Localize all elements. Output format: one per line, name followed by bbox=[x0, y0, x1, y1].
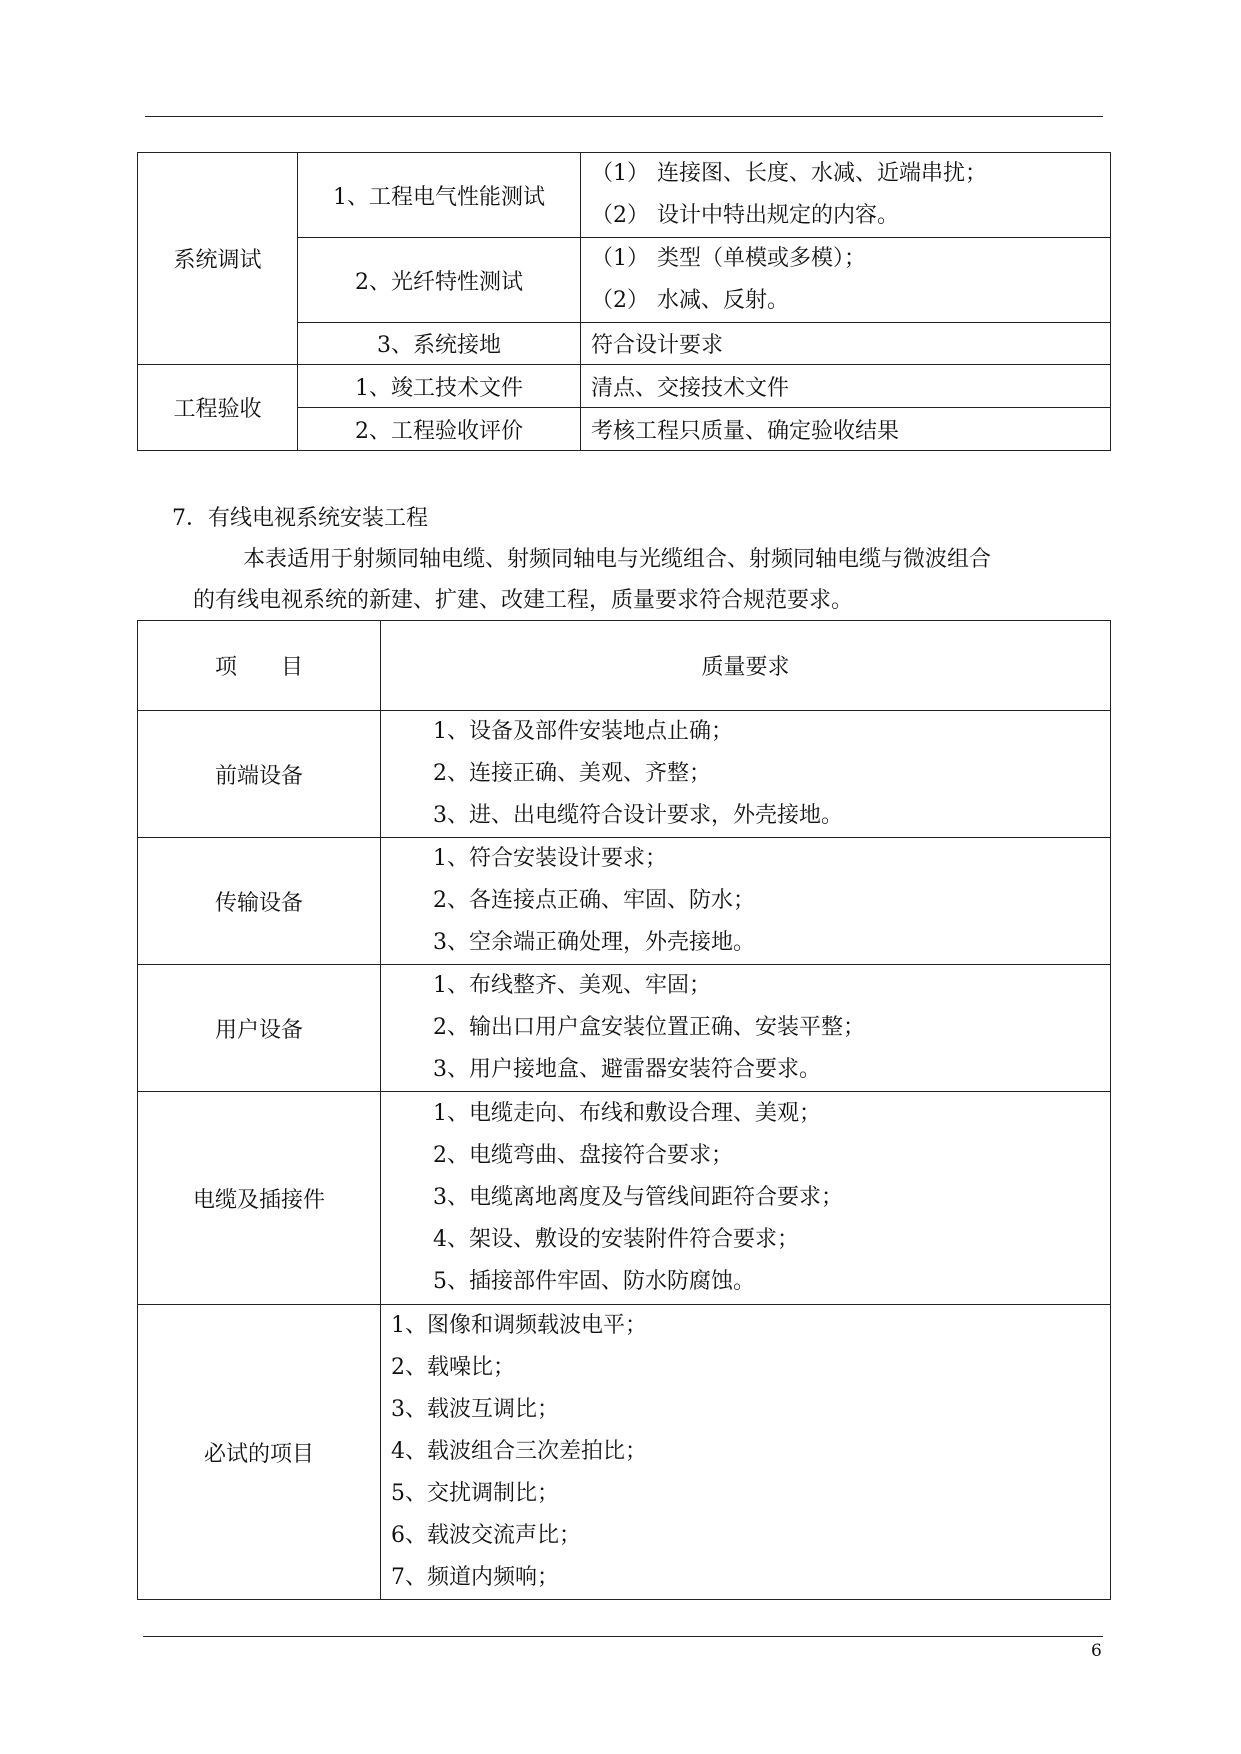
item-cell: 1、工程电气性能测试 bbox=[298, 153, 581, 238]
requirement-cell bbox=[381, 838, 1111, 965]
requirement-cell bbox=[381, 965, 1111, 1092]
requirement-line: 1、设备及部件安装地点止确； bbox=[433, 719, 733, 744]
requirement-line: 4、架设、敷设的安装附件符合要求； bbox=[433, 1227, 799, 1252]
page-number: 6 bbox=[1091, 1641, 1102, 1661]
requirement-line: 1、符合安装设计要求； bbox=[433, 846, 667, 871]
requirement-line: 2、电缆弯曲、盘接符合要求； bbox=[433, 1143, 733, 1168]
requirement-line: 2、连接正确、美观、齐整； bbox=[433, 761, 711, 786]
requirement-line: 3、用户接地盒、避雷器安装符合要求。 bbox=[433, 1057, 821, 1082]
requirement-line: 4、载波组合三次差拍比； bbox=[391, 1439, 647, 1464]
category-cell: 前端设备 bbox=[138, 711, 381, 838]
requirement-line: 3、空余端正确处理，外壳接地。 bbox=[433, 930, 755, 955]
section-paragraph-line: 本表适用于射频同轴电缆、射频同轴电与光缆组合、射频同轴电缆与微波组合 bbox=[243, 547, 992, 572]
category-cell: 工程验收 bbox=[138, 365, 298, 451]
requirement-line: （1） 连接图、长度、水减、近端串扰； bbox=[591, 161, 988, 186]
item-cell: 3、系统接地 bbox=[298, 323, 581, 365]
requirement-line: 7、频道内频响； bbox=[391, 1565, 559, 1590]
acceptance-table bbox=[137, 152, 1111, 451]
category-cell: 电缆及插接件 bbox=[138, 1092, 381, 1305]
requirement-line: （2） 设计中特出规定的内容。 bbox=[591, 203, 900, 228]
category-cell: 系统调试 bbox=[138, 153, 298, 365]
category-cell: 传输设备 bbox=[138, 838, 381, 965]
requirement-line: 3、进、出电缆符合设计要求，外壳接地。 bbox=[433, 803, 843, 828]
header-quality-cell: 质量要求 bbox=[381, 621, 1111, 711]
category-cell: 必试的项目 bbox=[138, 1305, 381, 1600]
requirement-cell: 符合设计要求 bbox=[581, 323, 1111, 365]
item-cell: 2、工程验收评价 bbox=[298, 408, 581, 451]
item-cell: 2、光纤特性测试 bbox=[298, 238, 581, 323]
requirement-line: （1） 类型（单模或多模）； bbox=[591, 246, 867, 271]
requirement-line: 3、载波互调比； bbox=[391, 1397, 559, 1422]
header-item-cell: 项 目 bbox=[138, 621, 381, 711]
requirement-line: 3、电缆离地离度及与管线间距符合要求； bbox=[433, 1185, 843, 1210]
requirement-line: 1、图像和调频载波电平； bbox=[391, 1313, 647, 1338]
header-rule bbox=[145, 116, 1103, 117]
requirement-cell bbox=[381, 1305, 1111, 1600]
requirement-cell bbox=[581, 153, 1111, 238]
requirement-cell bbox=[381, 711, 1111, 838]
section-heading: 7．有线电视系统安装工程 bbox=[172, 506, 428, 531]
footer-rule bbox=[143, 1636, 1103, 1637]
category-cell: 用户设备 bbox=[138, 965, 381, 1092]
requirement-cell bbox=[581, 238, 1111, 323]
requirement-line: 5、交扰调制比； bbox=[391, 1481, 559, 1506]
section-paragraph-line: 的有线电视系统的新建、扩建、改建工程，质量要求符合规范要求。 bbox=[193, 588, 854, 613]
requirement-cell: 清点、交接技术文件 bbox=[581, 365, 1111, 408]
requirement-line: 1、布线整齐、美观、牢固； bbox=[433, 973, 711, 998]
requirement-line: 2、各连接点正确、牢固、防水； bbox=[433, 888, 755, 913]
requirement-cell: 考核工程只质量、确定验收结果 bbox=[581, 408, 1111, 451]
requirement-line: 2、载噪比； bbox=[391, 1355, 515, 1380]
requirement-line: 6、载波交流声比； bbox=[391, 1523, 581, 1548]
requirement-line: （2） 水减、反射。 bbox=[591, 288, 790, 313]
cable-tv-quality-table bbox=[137, 620, 1111, 1600]
item-cell: 1、竣工技术文件 bbox=[298, 365, 581, 408]
requirement-cell bbox=[381, 1092, 1111, 1305]
requirement-line: 2、输出口用户盒安装位置正确、安装平整； bbox=[433, 1015, 865, 1040]
requirement-line: 5、插接部件牢固、防水防腐蚀。 bbox=[433, 1269, 755, 1294]
requirement-line: 1、电缆走向、布线和敷设合理、美观； bbox=[433, 1101, 821, 1126]
